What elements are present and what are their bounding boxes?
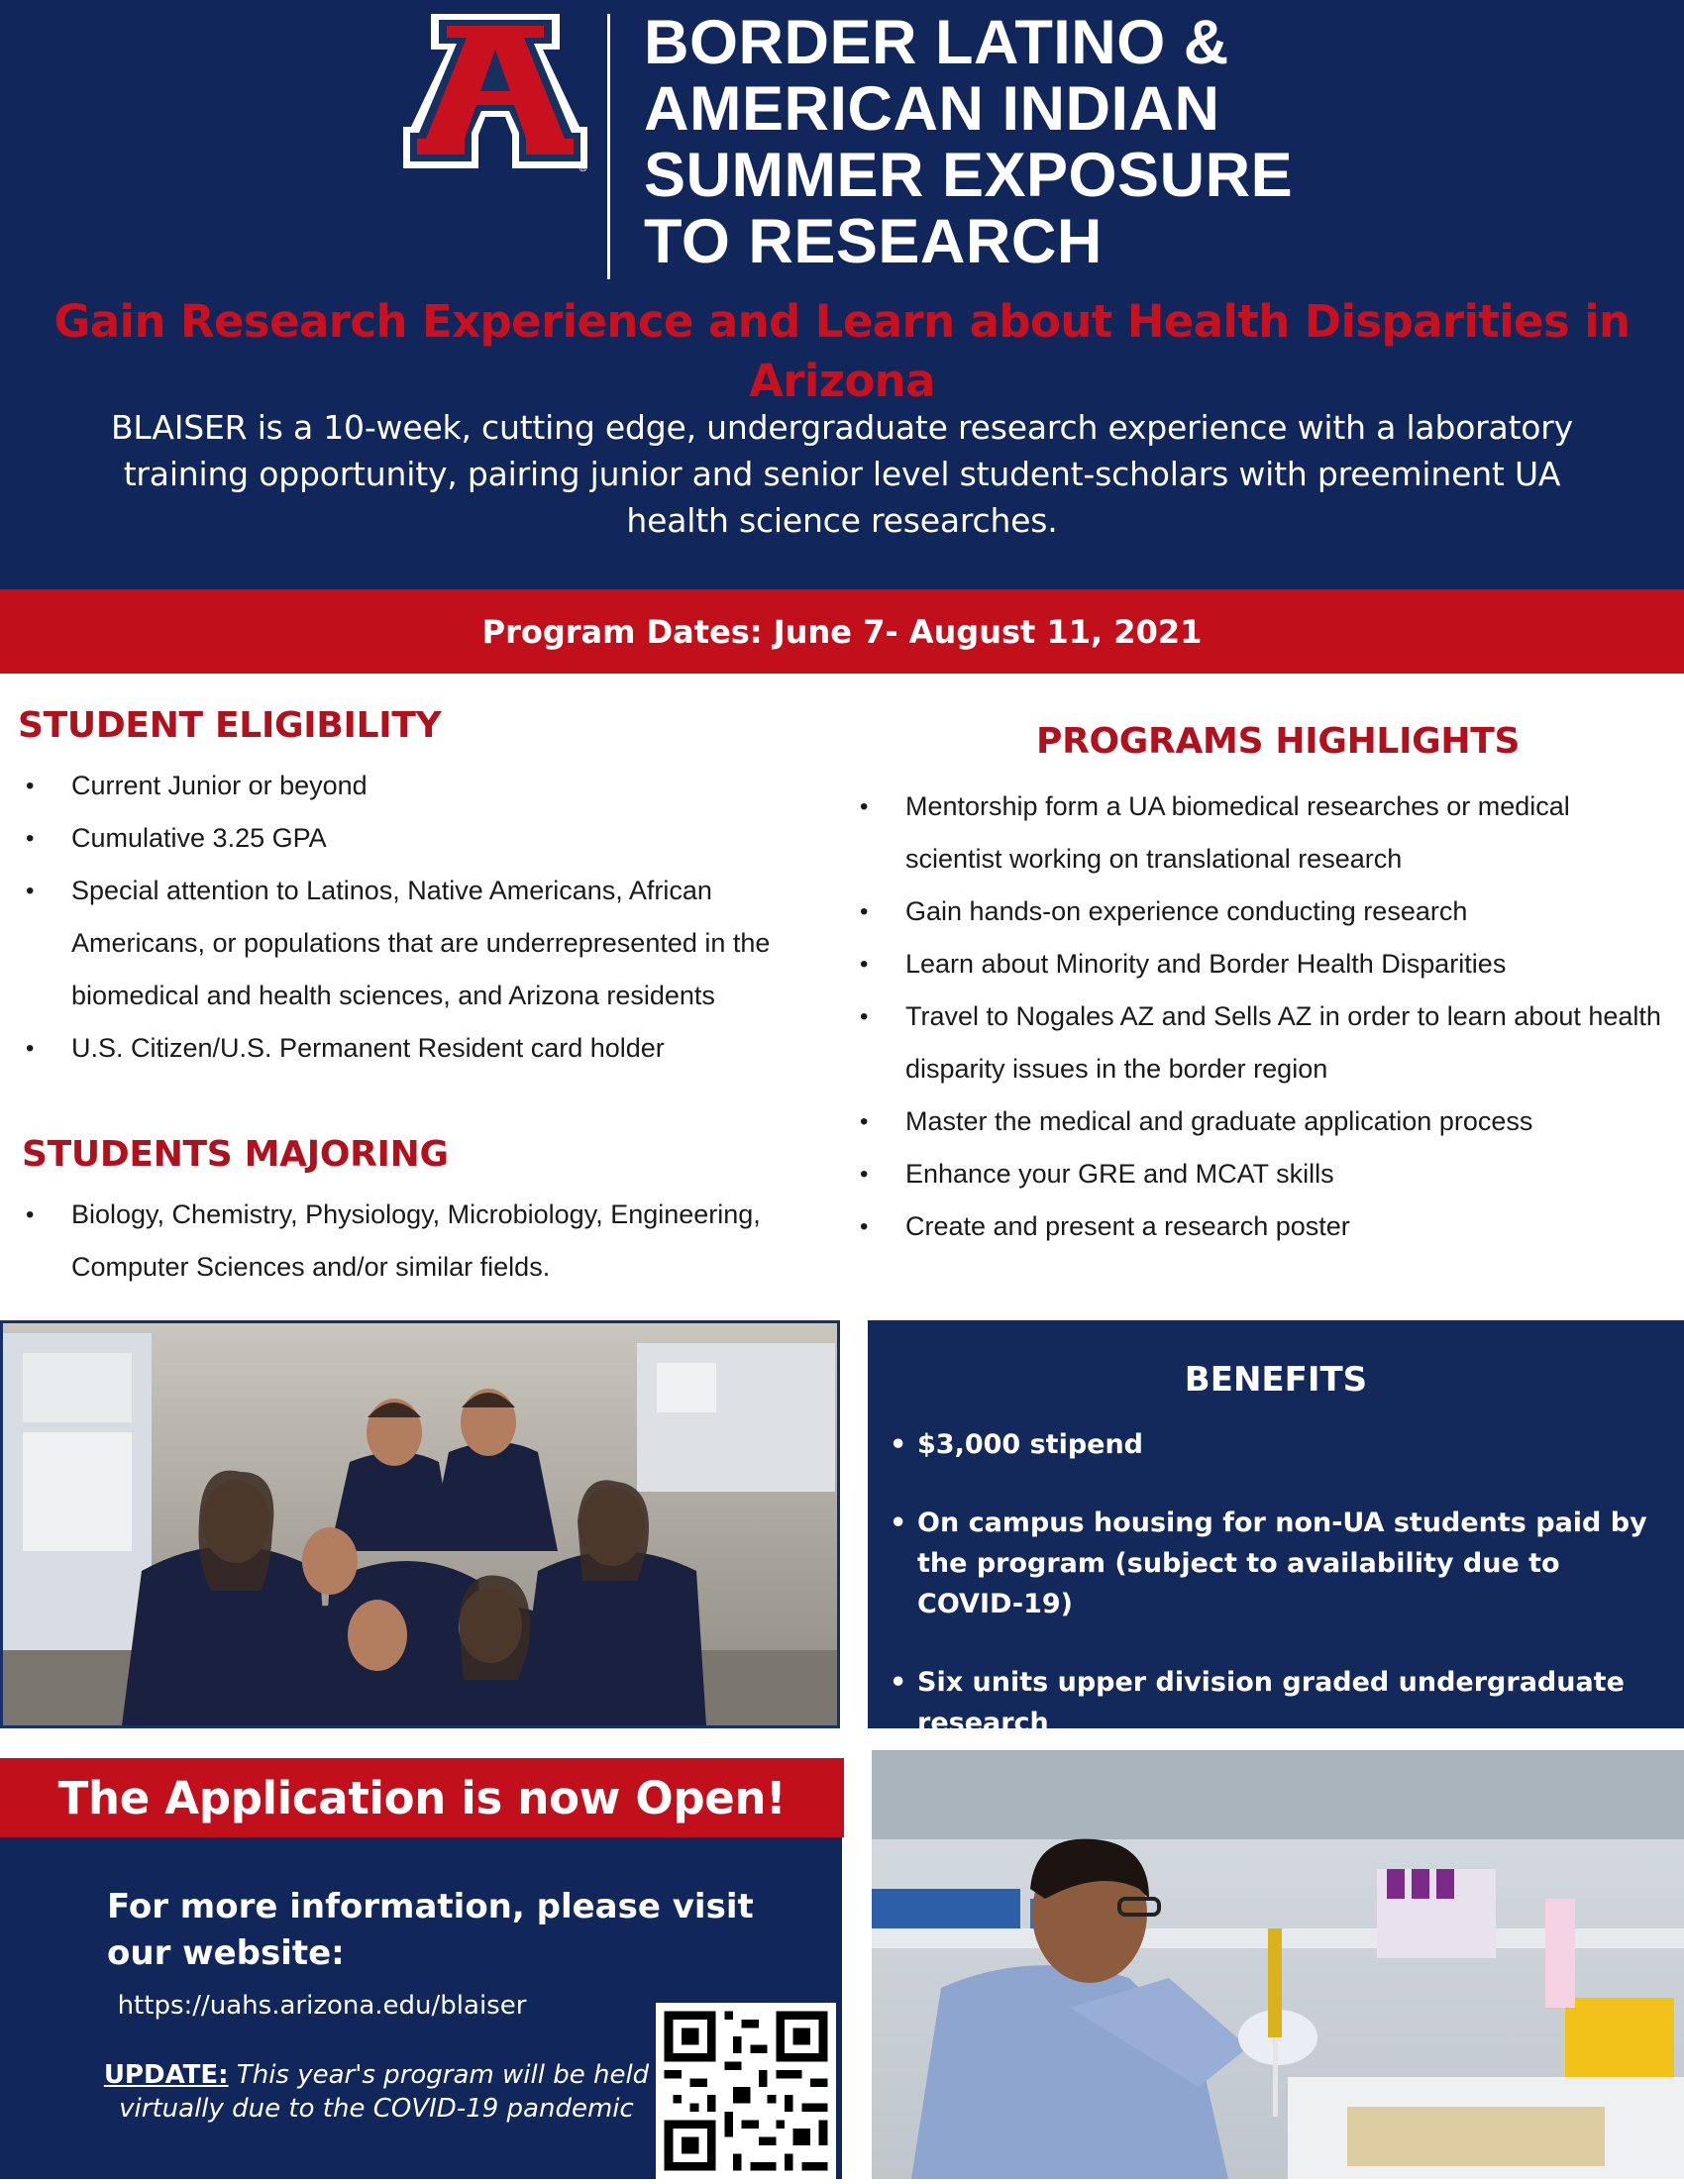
highlights-list <box>856 780 1668 1253</box>
title-line: BORDER LATINO & <box>644 8 1229 77</box>
majors-list <box>22 1189 804 1294</box>
list-item: • $3,000 stipend <box>890 1424 1672 1465</box>
update-text: This year's program will be held virtually due to the COVID-19 pandemic <box>119 2060 650 2124</box>
logo-divider <box>607 14 610 279</box>
benefits-panel <box>868 1320 1684 1738</box>
application-open-banner: The Application is now Open! <box>0 1758 844 1837</box>
title-line: AMERICAN INDIAN <box>644 74 1220 144</box>
list-item: • Enhance your GRE and MCAT skills <box>856 1148 1668 1200</box>
list-item: • Six units upper division graded undergraduate research <box>890 1662 1672 1743</box>
title-line: TO RESEARCH <box>644 207 1103 276</box>
title-line: SUMMER EXPOSURE <box>644 141 1294 210</box>
eligibility-list <box>22 760 804 1075</box>
more-info-text: For more information, please visit our website: <box>107 1887 754 1973</box>
program-intro: BLAISER is a 10-week, cutting edge, undergraduate research experience with a laboratory training opportunity, pairing junior and senior level student-scholars with preeminent UA health science researches. <box>110 408 1573 540</box>
benefits-heading: BENEFITS <box>1184 1360 1368 1400</box>
tagline: Gain Research Experience and Learn about Health Disparities in Arizona <box>53 295 1631 407</box>
svg-text:®: ® <box>578 161 588 174</box>
covid-update-note <box>89 2058 664 2126</box>
eligibility-heading: STUDENT ELIGIBILITY <box>18 705 442 746</box>
university-a-logo <box>401 10 589 178</box>
list-item: • U.S. Citizen/U.S. Permanent Resident card holder <box>22 1022 804 1075</box>
list-item: • Create and present a research poster <box>856 1200 1668 1253</box>
program-dates-bar: Program Dates: June 7- August 11, 2021 <box>0 589 1684 674</box>
list-item: • Learn about Minority and Border Health Disparities <box>856 938 1668 990</box>
list-item: • Master the medical and graduate application process <box>856 1095 1668 1148</box>
update-label: UPDATE: <box>103 2060 229 2090</box>
website-link[interactable]: https://uahs.arizona.edu/blaiser <box>117 1991 527 2021</box>
students-group-photo <box>0 1320 840 1728</box>
qr-code[interactable] <box>656 2003 836 2179</box>
lab-researcher-photo <box>872 1750 1684 2179</box>
list-item: • Gain hands-on experience conducting research <box>856 885 1668 938</box>
list-item: • Biology, Chemistry, Physiology, Microbiology, Engineering, Computer Sciences and/or similar fields. <box>22 1189 804 1294</box>
list-item: • Travel to Nogales AZ and Sells AZ in order to learn about health disparity issues in the border region <box>856 990 1668 1095</box>
highlights-heading: PROGRAMS HIGHLIGHTS <box>1036 721 1521 762</box>
list-item: • Special attention to Latinos, Native Americans, African Americans, or populations that are underrepresented in the biomedical and health sciences, and Arizona residents <box>22 865 804 1022</box>
program-title <box>644 10 1634 275</box>
list-item: • Mentorship form a UA biomedical researches or medical scientist working on translational research <box>856 780 1668 885</box>
list-item: • Current Junior or beyond <box>22 760 804 812</box>
majors-heading: STUDENTS MAJORING <box>22 1134 449 1175</box>
benefits-list <box>890 1424 1672 1781</box>
list-item: • On campus housing for non-UA students paid by the program (subject to availability due to COVID-19) <box>890 1503 1672 1624</box>
list-item: • Cumulative 3.25 GPA <box>22 812 804 865</box>
